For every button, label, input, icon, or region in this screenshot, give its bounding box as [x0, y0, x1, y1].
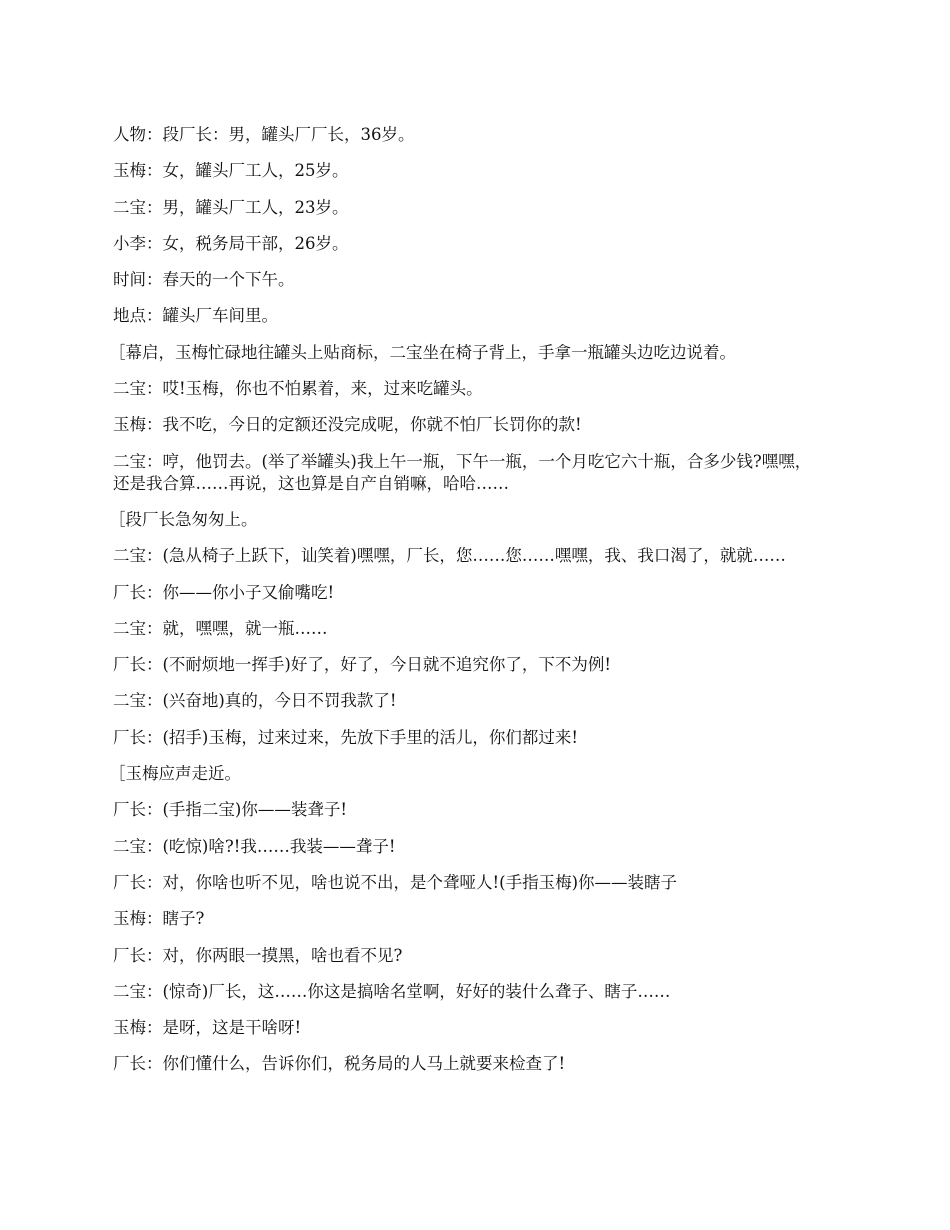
- stage-direction: ［玉梅应声走近。: [109, 764, 241, 784]
- cast-line-factory-director: 人物：段厂长：男，罐头厂厂长，36岁。: [113, 125, 415, 144]
- dialogue-line: 厂长：你——你小子又偷嘴吃!: [113, 582, 335, 602]
- dialogue-line: 玉梅：是呀，这是干啥呀!: [113, 1018, 302, 1038]
- dialogue-line: 二宝：哼，他罚去。(举了举罐头)我上午一瓶，下午一瓶，一个月吃它六十瓶，合多少钱?嘿嘿，还是我合算……再说，这也算是自产自销嘛，哈哈……: [113, 451, 812, 493]
- time-line: 时间：春天的一个下午。: [113, 270, 295, 290]
- cast-line-erbao: 二宝：男，罐头厂工人，23岁。: [113, 197, 349, 217]
- dialogue-line: 厂长：你们懂什么，告诉你们，税务局的人马上就要来检查了!: [113, 1054, 566, 1074]
- dialogue-line: 二宝：就，嘿嘿，就一瓶……: [113, 618, 328, 638]
- dialogue-line: 二宝：(吃惊)啥?!我……我装——聋子!: [113, 836, 396, 856]
- dialogue-line: 二宝：(兴奋地)真的，今日不罚我款了!: [113, 691, 397, 711]
- dialogue-line: 厂长：对，你啥也听不见，啥也说不出，是个聋哑人!(手指玉梅)你——装瞎子: [113, 872, 678, 892]
- cast-line-yumei: 玉梅：女，罐头厂工人，25岁。: [113, 161, 349, 181]
- stage-direction: ［幕启，玉梅忙碌地往罐头上贴商标，二宝坐在椅子背上，手拿一瓶罐头边吃边说着。: [109, 342, 736, 362]
- dialogue-line: 二宝：(急从椅子上跃下，讪笑着)嘿嘿，厂长，您……您……嘿嘿，我、我口渴了，就就……: [113, 546, 786, 566]
- place-line: 地点：罐头厂车间里。: [113, 306, 278, 326]
- stage-direction: ［段厂长急匆匆上。: [109, 509, 258, 529]
- dialogue-line: 厂长：对，你两眼一摸黑，啥也看不见?: [113, 945, 403, 965]
- dialogue-line: 厂长：(不耐烦地一挥手)好了，好了，今日就不追究你了，下不为例!: [113, 655, 612, 675]
- dialogue-line: 厂长：(手指二宝)你——装聋子!: [113, 800, 348, 820]
- dialogue-line: 二宝：(惊奇)厂长，这……你这是搞啥名堂啊，好好的装什么聋子、瞎子……: [113, 981, 671, 1001]
- document-body: [109, 124, 813, 1090]
- dialogue-line: 厂长：(招手)玉梅，过来过来，先放下手里的活儿，你们都过来!: [113, 727, 579, 747]
- dialogue-line: 二宝：哎!玉梅，你也不怕累着，来，过来吃罐头。: [113, 379, 483, 399]
- dialogue-line: 玉梅：我不吃，今日的定额还没完成呢，你就不怕厂长罚你的款!: [113, 415, 582, 435]
- cast-line-xiaoli: 小李：女，税务局干部，26岁。: [113, 233, 349, 253]
- dialogue-line: 玉梅：瞎子?: [113, 909, 205, 929]
